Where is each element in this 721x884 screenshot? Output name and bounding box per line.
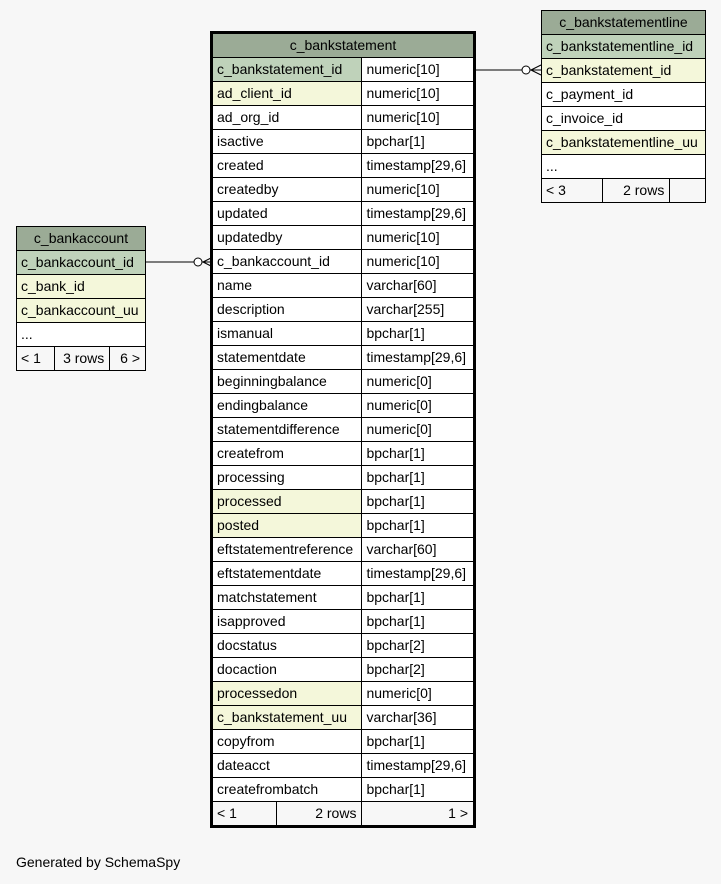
table-title[interactable]: c_bankstatement (213, 34, 474, 58)
column-type: varchar[36] (362, 706, 474, 730)
column-type: bpchar[1] (362, 586, 474, 610)
column-name: statementdate (213, 346, 362, 370)
column-name: ... (542, 155, 706, 179)
column-row[interactable] (213, 730, 474, 754)
column-name: ... (17, 323, 146, 347)
column-name: ismanual (213, 322, 362, 346)
column-name: docstatus (213, 634, 362, 658)
zero-many-circle-icon (522, 66, 530, 74)
column-name: copyfrom (213, 730, 362, 754)
column-type: varchar[60] (362, 538, 474, 562)
column-name: c_payment_id (542, 83, 706, 107)
column-name: processing (213, 466, 362, 490)
children-link[interactable]: 6 > (110, 347, 146, 371)
column-name: createdby (213, 178, 362, 202)
column-row[interactable] (213, 442, 474, 466)
column-row[interactable] (213, 250, 474, 274)
column-type: numeric[0] (362, 418, 474, 442)
column-type: timestamp[29,6] (362, 202, 474, 226)
column-row[interactable] (213, 490, 474, 514)
generated-by-label: Generated by SchemaSpy (16, 854, 181, 870)
column-type: numeric[10] (362, 250, 474, 274)
table-footer (213, 802, 474, 826)
column-type: bpchar[2] (362, 634, 474, 658)
column-type: numeric[10] (362, 106, 474, 130)
column-row[interactable] (542, 59, 706, 83)
column-name: c_bankaccount_id (17, 251, 146, 275)
column-row[interactable] (542, 155, 706, 179)
column-row[interactable] (542, 35, 706, 59)
column-row[interactable] (213, 274, 474, 298)
column-row[interactable] (213, 346, 474, 370)
column-row[interactable] (17, 323, 146, 347)
column-row[interactable] (213, 130, 474, 154)
column-name: dateacct (213, 754, 362, 778)
column-name: eftstatementreference (213, 538, 362, 562)
column-type: bpchar[1] (362, 466, 474, 490)
column-type: timestamp[29,6] (362, 754, 474, 778)
column-name: updatedby (213, 226, 362, 250)
column-type: numeric[0] (362, 370, 474, 394)
column-name: created (213, 154, 362, 178)
column-type: numeric[0] (362, 394, 474, 418)
column-name: ad_client_id (213, 82, 362, 106)
column-row[interactable] (213, 202, 474, 226)
column-name: posted (213, 514, 362, 538)
column-type: numeric[10] (362, 178, 474, 202)
column-row[interactable] (213, 754, 474, 778)
row-count: 3 rows (54, 347, 110, 371)
column-type: numeric[10] (362, 58, 474, 82)
children-link[interactable]: 1 > (362, 802, 474, 826)
column-row[interactable] (213, 658, 474, 682)
column-row[interactable] (542, 83, 706, 107)
column-name: beginningbalance (213, 370, 362, 394)
column-row[interactable] (213, 466, 474, 490)
column-name: ad_org_id (213, 106, 362, 130)
column-row[interactable] (213, 682, 474, 706)
column-row[interactable] (542, 107, 706, 131)
column-row[interactable] (213, 634, 474, 658)
table-footer (17, 347, 146, 371)
parents-link[interactable]: < 1 (17, 347, 55, 371)
column-row[interactable] (213, 178, 474, 202)
column-row[interactable] (213, 778, 474, 802)
table-footer (542, 179, 706, 203)
column-row[interactable] (213, 394, 474, 418)
column-name: processed (213, 490, 362, 514)
column-row[interactable] (213, 82, 474, 106)
column-name: c_bankstatement_id (213, 58, 362, 82)
column-row[interactable] (213, 58, 474, 82)
column-type: timestamp[29,6] (362, 154, 474, 178)
table-c-bankstatementline[interactable] (541, 10, 706, 203)
parents-link[interactable]: < 3 (542, 179, 603, 203)
column-row[interactable] (213, 610, 474, 634)
column-name: createfrom (213, 442, 362, 466)
column-type: bpchar[1] (362, 322, 474, 346)
column-row[interactable] (213, 418, 474, 442)
table-c-bankaccount[interactable] (16, 226, 146, 371)
column-type: bpchar[1] (362, 490, 474, 514)
column-name: c_bank_id (17, 275, 146, 299)
column-row[interactable] (213, 154, 474, 178)
column-row[interactable] (542, 131, 706, 155)
column-name: c_bankstatement_uu (213, 706, 362, 730)
column-type: bpchar[1] (362, 778, 474, 802)
column-name: endingbalance (213, 394, 362, 418)
column-name: eftstatementdate (213, 562, 362, 586)
column-row[interactable] (213, 538, 474, 562)
column-name: c_bankaccount_id (213, 250, 362, 274)
parents-link[interactable]: < 1 (213, 802, 277, 826)
column-row[interactable] (17, 275, 146, 299)
column-name: updated (213, 202, 362, 226)
column-type: timestamp[29,6] (362, 346, 474, 370)
column-type: numeric[0] (362, 682, 474, 706)
column-name: c_bankstatementline_uu (542, 131, 706, 155)
column-type: numeric[10] (362, 226, 474, 250)
column-row[interactable] (213, 706, 474, 730)
column-name: matchstatement (213, 586, 362, 610)
row-count: 2 rows (276, 802, 362, 826)
row-count: 2 rows (602, 179, 670, 203)
column-name: createfrombatch (213, 778, 362, 802)
column-row[interactable] (213, 586, 474, 610)
column-row[interactable] (213, 298, 474, 322)
children-link[interactable] (670, 179, 706, 203)
table-title[interactable]: c_bankaccount (17, 227, 146, 251)
column-row[interactable] (213, 106, 474, 130)
column-row[interactable] (213, 370, 474, 394)
column-type: numeric[10] (362, 82, 474, 106)
table-c-bankstatement[interactable] (212, 33, 474, 826)
column-type: bpchar[2] (362, 658, 474, 682)
column-name: c_bankstatementline_id (542, 35, 706, 59)
column-name: isactive (213, 130, 362, 154)
column-type: bpchar[1] (362, 610, 474, 634)
column-type: bpchar[1] (362, 130, 474, 154)
column-type: varchar[60] (362, 274, 474, 298)
column-name: name (213, 274, 362, 298)
column-name: processedon (213, 682, 362, 706)
column-type: bpchar[1] (362, 730, 474, 754)
zero-many-circle-icon (194, 258, 202, 266)
column-name: isapproved (213, 610, 362, 634)
column-row[interactable] (17, 299, 146, 323)
column-type: bpchar[1] (362, 514, 474, 538)
column-name: statementdifference (213, 418, 362, 442)
column-name: c_bankaccount_uu (17, 299, 146, 323)
column-name: c_invoice_id (542, 107, 706, 131)
column-row[interactable] (213, 226, 474, 250)
column-name: docaction (213, 658, 362, 682)
column-row[interactable] (213, 514, 474, 538)
column-row[interactable] (213, 562, 474, 586)
column-type: bpchar[1] (362, 442, 474, 466)
column-type: timestamp[29,6] (362, 562, 474, 586)
column-name: c_bankstatement_id (542, 59, 706, 83)
column-name: description (213, 298, 362, 322)
column-type: varchar[255] (362, 298, 474, 322)
table-title[interactable]: c_bankstatementline (542, 11, 706, 35)
column-row[interactable] (17, 251, 146, 275)
column-row[interactable] (213, 322, 474, 346)
